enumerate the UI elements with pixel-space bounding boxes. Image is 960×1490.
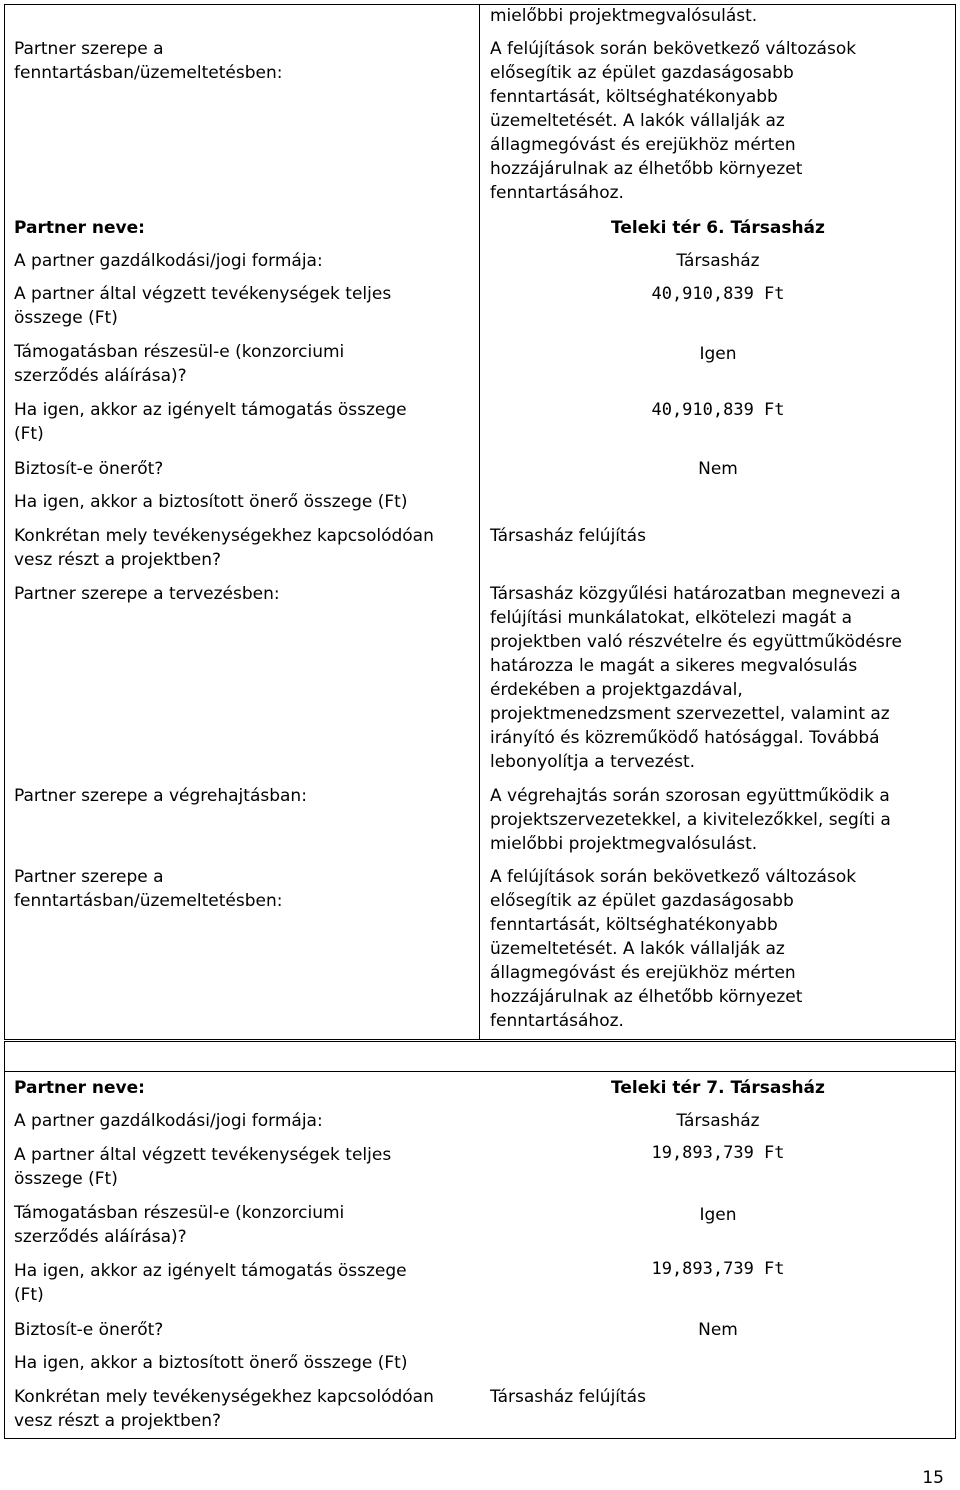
table1-bottom-border bbox=[4, 1039, 956, 1040]
t2-activities-value: Társasház felújítás bbox=[490, 1387, 646, 1407]
table2-right-border bbox=[955, 1041, 956, 1439]
t1-own-contribution-label: Biztosít-e önerőt? bbox=[14, 459, 164, 479]
t1-continued-maintenance-text: A felújítások során bekövetkező változások elősegítik az épület gazdaságosabb fenntartását, költséghatékonyabb üzemeltetését. A lakók vállalják az állagmegóvást és erejükhöz mérten hozzájárulnak az élhetőbb környezet fenntartásához. bbox=[490, 39, 857, 203]
table2-top-border bbox=[4, 1041, 956, 1042]
t1-row-maintenance-prev-label: Partner szerepe a fenntartásban/üzemeltetésben: bbox=[14, 39, 283, 83]
t2-activities-label: Konkrétan mely tevékenységekhez kapcsolódóan vesz részt a projektben? bbox=[14, 1387, 434, 1431]
t1-partner-name-value: Teleki tér 6. Társasház bbox=[611, 218, 825, 238]
t1-role-execution-label: Partner szerepe a végrehajtásban: bbox=[14, 786, 307, 806]
t2-legal-form-value: Társasház bbox=[676, 1111, 760, 1131]
t2-supported-value: Igen bbox=[699, 1205, 737, 1225]
t2-own-contribution-amount-label: Ha igen, akkor a biztosított önerő összege (Ft) bbox=[14, 1353, 408, 1373]
t1-own-contribution-value: Nem bbox=[698, 459, 738, 479]
t1-role-execution-value: A végrehajtás során szorosan együttműködik a projektszervezetekkel, a kivitelezőkkel, segíti a mielőbbi projektmegvalósulást. bbox=[490, 786, 891, 854]
t1-supported-label: Támogatásban részesül-e (konzorciumi szerződés aláírása)? bbox=[14, 342, 345, 386]
page-number: 15 bbox=[922, 1468, 944, 1488]
t1-requested-support-value: 40,910,839 Ft bbox=[651, 400, 785, 420]
t1-legal-form-label: A partner gazdálkodási/jogi formája: bbox=[14, 251, 323, 271]
t2-activity-total-value: 19,893,739 Ft bbox=[651, 1143, 785, 1163]
t1-supported-value: Igen bbox=[699, 344, 737, 364]
table1-column-divider bbox=[479, 4, 480, 1040]
t2-supported-label: Támogatásban részesül-e (konzorciumi szerződés aláírása)? bbox=[14, 1203, 345, 1247]
t1-activity-total-label: A partner által végzett tevékenységek teljes összege (Ft) bbox=[14, 284, 392, 328]
table1-right-border bbox=[955, 4, 956, 1040]
t1-role-planning-value: Társasház közgyűlési határozatban megnevezi a felújítási munkálatokat, elkötelezi magát a projektben való részvételre és együttműködésre határozza le magát a sikeres megvalósulás érdekében a projektgazdával, projektmenedzsment szervezettel, valamint az irányító és közreműködő hatósággal. Továbbá lebonyolítja a tervezést. bbox=[490, 584, 902, 772]
t1-role-planning-label: Partner szerepe a tervezésben: bbox=[14, 584, 280, 604]
table2-bottom-border bbox=[4, 1438, 956, 1439]
t1-activities-value: Társasház felújítás bbox=[490, 526, 646, 546]
t1-continued-text: mielőbbi projektmegvalósulást. bbox=[490, 6, 758, 26]
t1-activity-total-value: 40,910,839 Ft bbox=[651, 284, 785, 304]
t2-partner-name-label: Partner neve: bbox=[14, 1078, 145, 1098]
t2-activity-total-label: A partner által végzett tevékenységek teljes összege (Ft) bbox=[14, 1145, 392, 1189]
t2-own-contribution-label: Biztosít-e önerőt? bbox=[14, 1320, 164, 1340]
t2-own-contribution-value: Nem bbox=[698, 1320, 738, 1340]
t1-legal-form-value: Társasház bbox=[676, 251, 760, 271]
table1-left-border bbox=[4, 4, 5, 1040]
t1-requested-support-label: Ha igen, akkor az igényelt támogatás összege (Ft) bbox=[14, 400, 407, 444]
t1-role-maintenance-value: A felújítások során bekövetkező változások elősegítik az épület gazdaságosabb fenntartását, költséghatékonyabb üzemeltetését. A lakók vállalják az állagmegóvást és erejükhöz mérten hozzájárulnak az élhetőbb környezet fenntartásához. bbox=[490, 867, 857, 1031]
t1-activities-label: Konkrétan mely tevékenységekhez kapcsolódóan vesz részt a projektben? bbox=[14, 526, 434, 570]
t2-partner-name-value: Teleki tér 7. Társasház bbox=[611, 1078, 825, 1098]
t2-requested-support-value: 19,893,739 Ft bbox=[651, 1259, 785, 1279]
t1-partner-name-label: Partner neve: bbox=[14, 218, 145, 238]
table2-header-border bbox=[4, 1071, 956, 1072]
t2-legal-form-label: A partner gazdálkodási/jogi formája: bbox=[14, 1111, 323, 1131]
t1-role-maintenance-label: Partner szerepe a fenntartásban/üzemeltetésben: bbox=[14, 867, 283, 911]
t1-own-contribution-amount-label: Ha igen, akkor a biztosított önerő összege (Ft) bbox=[14, 492, 408, 512]
table2-left-border bbox=[4, 1041, 5, 1439]
t2-requested-support-label: Ha igen, akkor az igényelt támogatás összege (Ft) bbox=[14, 1261, 407, 1305]
